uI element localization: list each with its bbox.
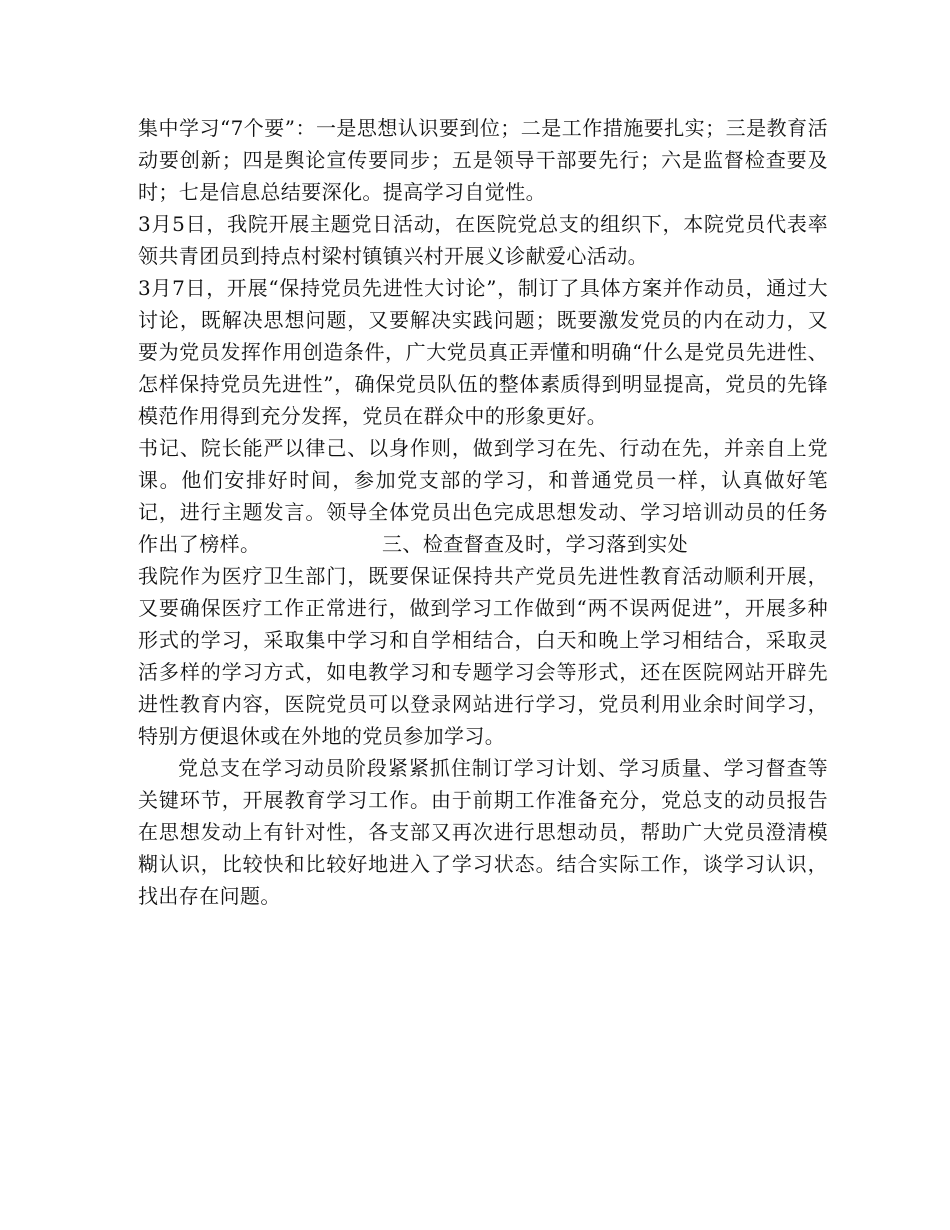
document-body [138, 112, 828, 912]
paragraph-seven-requirements: 集中学习“7个要”：一是思想认识要到位；二是工作措施要扎实；三是教育活动要创新；四是舆论宣传要同步；五是领导干部要先行；六是监督检查要及时；七是信息总结要深化。提高学习自觉性。 [138, 116, 828, 204]
paragraph-march-5-activity: 3月5日，我院开展主题党日活动，在医院党总支的组织下，本院党员代表率领共青团员到持点村梁村镇镇兴村开展义诊献爱心活动。 [138, 212, 828, 268]
paragraph-march-7-discussion: 3月7日，开展“保持党员先进性大讨论”，制订了具体方案并作动员，通过大讨论，既解决思想问题，又要解决实践问题；既要激发党员的内在动力，又要为党员发挥作用创造条件，广大党员真正弄懂和明确“什么是党员先进性、怎样保持党员先进性”，确保党员队伍的整体素质得到明显提高，党员的先锋模范作用得到充分发挥，党员在群众中的形象更好。 [138, 276, 828, 428]
paragraph-study-methods: 我院作为医疗卫生部门，既要保证保持共产党员先进性教育活动顺利开展，又要确保医疗工作正常进行，做到学习工作做到“两不误两促进”，开展多种形式的学习，采取集中学习和自学相结合，白天和晚上学习相结合，采取灵活多样的学习方式，如电教学习和专题学习会等形式，还在医院网站开辟先进性教育内容，医院党员可以登录网站进行学习，党员利用业余时间学习，特别方便退休或在外地的党员参加学习。 [138, 564, 828, 748]
paragraph-party-branch-work: 党总支在学习动员阶段紧紧抓住制订学习计划、学习质量、学习督查等关键环节，开展教育学习工作。由于前期工作准备充分，党总支的动员报告在思想发动上有针对性，各支部又再次进行思想动员，帮助广大党员澄清模糊认识，比较快和比较好地进入了学习状态。结合实际工作，谈学习认识，找出存在问题。 [138, 756, 828, 908]
paragraph-leadership-example: 书记、院长能严以律己、以身作则，做到学习在先、行动在先，并亲自上党课。他们安排好时间，参加党支部的学习，和普通党员一样，认真做好笔记，进行主题发言。领导全体党员出色完成思想发动、学习培训动员的任务作出了榜样。 三、检查督查及时，学习落到实处 [138, 436, 828, 556]
